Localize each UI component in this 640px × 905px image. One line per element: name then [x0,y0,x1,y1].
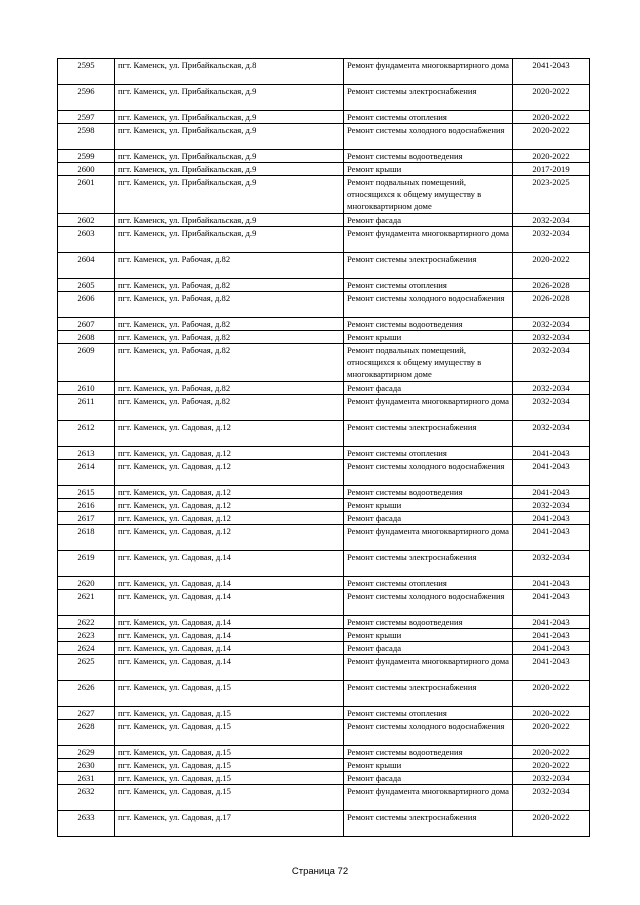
address-cell: пгт. Каменск, ул. Садовая, д.15 [115,707,344,720]
row-number-cell: 2632 [58,785,115,811]
period-cell: 2020-2022 [513,111,590,124]
address-cell: пгт. Каменск, ул. Прибайкальская, д.9 [115,85,344,111]
address-cell: пгт. Каменск, ул. Садовая, д.15 [115,759,344,772]
work-type-cell: Ремонт системы водоотведения [344,486,513,499]
row-number-cell: 2624 [58,642,115,655]
table-row [58,746,590,759]
work-type-cell: Ремонт фундамента многоквартирного дома [344,59,513,85]
address-cell: пгт. Каменск, ул. Рабочая, д.82 [115,318,344,331]
table-row [58,707,590,720]
period-cell: 2041-2043 [513,59,590,85]
table-row [58,292,590,318]
period-cell: 2032-2034 [513,331,590,344]
period-cell: 2020-2022 [513,124,590,150]
work-type-cell: Ремонт системы водоотведения [344,150,513,163]
table-row [58,279,590,292]
table-row [58,111,590,124]
table-row [58,447,590,460]
row-number-cell: 2619 [58,551,115,577]
table-row [58,344,590,382]
work-type-cell: Ремонт системы холодного водоснабжения [344,590,513,616]
address-cell: пгт. Каменск, ул. Садовая, д.12 [115,499,344,512]
address-cell: пгт. Каменск, ул. Рабочая, д.82 [115,382,344,395]
address-cell: пгт. Каменск, ул. Садовая, д.17 [115,811,344,837]
row-number-cell: 2615 [58,486,115,499]
period-cell: 2032-2034 [513,421,590,447]
table-row [58,551,590,577]
work-type-cell: Ремонт системы электроснабжения [344,85,513,111]
period-cell: 2032-2034 [513,214,590,227]
address-cell: пгт. Каменск, ул. Садовая, д.15 [115,681,344,707]
row-number-cell: 2601 [58,176,115,214]
period-cell: 2020-2022 [513,253,590,279]
work-type-cell: Ремонт системы отопления [344,279,513,292]
work-type-cell: Ремонт системы холодного водоснабжения [344,460,513,486]
period-cell: 2041-2043 [513,486,590,499]
row-number-cell: 2598 [58,124,115,150]
table-row [58,785,590,811]
table-row [58,720,590,746]
period-cell: 2032-2034 [513,344,590,382]
work-type-cell: Ремонт системы холодного водоснабжения [344,124,513,150]
row-number-cell: 2623 [58,629,115,642]
period-cell: 2023-2025 [513,176,590,214]
table-row [58,214,590,227]
address-cell: пгт. Каменск, ул. Садовая, д.12 [115,447,344,460]
row-number-cell: 2595 [58,59,115,85]
period-cell: 2026-2028 [513,279,590,292]
address-cell: пгт. Каменск, ул. Прибайкальская, д.9 [115,111,344,124]
table-row [58,499,590,512]
period-cell: 2032-2034 [513,551,590,577]
address-cell: пгт. Каменск, ул. Садовая, д.12 [115,512,344,525]
work-type-cell: Ремонт системы электроснабжения [344,811,513,837]
work-type-cell: Ремонт крыши [344,759,513,772]
address-cell: пгт. Каменск, ул. Прибайкальская, д.9 [115,214,344,227]
row-number-cell: 2600 [58,163,115,176]
row-number-cell: 2617 [58,512,115,525]
period-cell: 2032-2034 [513,785,590,811]
period-cell: 2020-2022 [513,681,590,707]
table-row [58,590,590,616]
work-type-cell: Ремонт фасада [344,772,513,785]
table-body [58,59,590,837]
work-type-cell: Ремонт системы холодного водоснабжения [344,720,513,746]
table-row [58,577,590,590]
period-cell: 2041-2043 [513,629,590,642]
row-number-cell: 2627 [58,707,115,720]
repair-schedule-table [57,58,590,837]
address-cell: пгт. Каменск, ул. Рабочая, д.82 [115,344,344,382]
page-number: Страница 72 [291,866,349,877]
period-cell: 2020-2022 [513,746,590,759]
work-type-cell: Ремонт системы электроснабжения [344,253,513,279]
address-cell: пгт. Каменск, ул. Садовая, д.14 [115,551,344,577]
work-type-cell: Ремонт фасада [344,382,513,395]
row-number-cell: 2613 [58,447,115,460]
row-number-cell: 2604 [58,253,115,279]
work-type-cell: Ремонт крыши [344,331,513,344]
table-row [58,486,590,499]
address-cell: пгт. Каменск, ул. Прибайкальская, д.9 [115,150,344,163]
table-row [58,681,590,707]
work-type-cell: Ремонт системы отопления [344,111,513,124]
work-type-cell: Ремонт подвальных помещений, относящихся к общему имуществу в многоквартирном доме [344,344,513,382]
work-type-cell: Ремонт подвальных помещений, относящихся к общему имуществу в многоквартирном доме [344,176,513,214]
address-cell: пгт. Каменск, ул. Рабочая, д.82 [115,395,344,421]
table-row [58,124,590,150]
work-type-cell: Ремонт системы холодного водоснабжения [344,292,513,318]
address-cell: пгт. Каменск, ул. Прибайкальская, д.9 [115,227,344,253]
table-row [58,421,590,447]
address-cell: пгт. Каменск, ул. Садовая, д.15 [115,785,344,811]
period-cell: 2026-2028 [513,292,590,318]
table-row [58,163,590,176]
address-cell: пгт. Каменск, ул. Садовая, д.14 [115,629,344,642]
work-type-cell: Ремонт системы водоотведения [344,616,513,629]
table-row [58,59,590,85]
period-cell: 2041-2043 [513,460,590,486]
period-cell: 2032-2034 [513,772,590,785]
period-cell: 2020-2022 [513,759,590,772]
work-type-cell: Ремонт системы электроснабжения [344,681,513,707]
row-number-cell: 2609 [58,344,115,382]
work-type-cell: Ремонт системы отопления [344,447,513,460]
period-cell: 2032-2034 [513,227,590,253]
row-number-cell: 2630 [58,759,115,772]
address-cell: пгт. Каменск, ул. Садовая, д.15 [115,746,344,759]
table-row [58,616,590,629]
address-cell: пгт. Каменск, ул. Рабочая, д.82 [115,253,344,279]
table-row [58,331,590,344]
address-cell: пгт. Каменск, ул. Садовая, д.12 [115,525,344,551]
address-cell: пгт. Каменск, ул. Прибайкальская, д.9 [115,163,344,176]
table-row [58,176,590,214]
address-cell: пгт. Каменск, ул. Рабочая, д.82 [115,279,344,292]
work-type-cell: Ремонт системы отопления [344,707,513,720]
table-row [58,525,590,551]
row-number-cell: 2597 [58,111,115,124]
row-number-cell: 2620 [58,577,115,590]
period-cell: 2020-2022 [513,150,590,163]
work-type-cell: Ремонт фасада [344,214,513,227]
address-cell: пгт. Каменск, ул. Садовая, д.12 [115,421,344,447]
table-row [58,382,590,395]
address-cell: пгт. Каменск, ул. Садовая, д.15 [115,720,344,746]
work-type-cell: Ремонт системы электроснабжения [344,551,513,577]
work-type-cell: Ремонт фасада [344,512,513,525]
table-row [58,395,590,421]
table-row [58,227,590,253]
work-type-cell: Ремонт системы водоотведения [344,318,513,331]
work-type-cell: Ремонт фундамента многоквартирного дома [344,785,513,811]
work-type-cell: Ремонт фундамента многоквартирного дома [344,655,513,681]
table-row [58,642,590,655]
row-number-cell: 2618 [58,525,115,551]
work-type-cell: Ремонт крыши [344,499,513,512]
period-cell: 2032-2034 [513,382,590,395]
row-number-cell: 2625 [58,655,115,681]
work-type-cell: Ремонт фасада [344,642,513,655]
row-number-cell: 2608 [58,331,115,344]
work-type-cell: Ремонт фундамента многоквартирного дома [344,395,513,421]
period-cell: 2041-2043 [513,616,590,629]
address-cell: пгт. Каменск, ул. Прибайкальская, д.9 [115,176,344,214]
address-cell: пгт. Каменск, ул. Прибайкальская, д.8 [115,59,344,85]
address-cell: пгт. Каменск, ул. Садовая, д.14 [115,642,344,655]
work-type-cell: Ремонт фундамента многоквартирного дома [344,525,513,551]
row-number-cell: 2602 [58,214,115,227]
period-cell: 2041-2043 [513,577,590,590]
row-number-cell: 2606 [58,292,115,318]
work-type-cell: Ремонт крыши [344,629,513,642]
period-cell: 2020-2022 [513,811,590,837]
address-cell: пгт. Каменск, ул. Рабочая, д.82 [115,292,344,318]
address-cell: пгт. Каменск, ул. Садовая, д.14 [115,655,344,681]
table-row [58,512,590,525]
table-row [58,655,590,681]
table-row [58,460,590,486]
work-type-cell: Ремонт фундамента многоквартирного дома [344,227,513,253]
row-number-cell: 2611 [58,395,115,421]
row-number-cell: 2633 [58,811,115,837]
period-cell: 2041-2043 [513,525,590,551]
period-cell: 2032-2034 [513,499,590,512]
period-cell: 2041-2043 [513,655,590,681]
row-number-cell: 2607 [58,318,115,331]
row-number-cell: 2621 [58,590,115,616]
row-number-cell: 2612 [58,421,115,447]
table-row [58,318,590,331]
address-cell: пгт. Каменск, ул. Садовая, д.12 [115,460,344,486]
address-cell: пгт. Каменск, ул. Садовая, д.14 [115,616,344,629]
period-cell: 2020-2022 [513,720,590,746]
period-cell: 2041-2043 [513,642,590,655]
table-row [58,253,590,279]
table-row [58,629,590,642]
period-cell: 2020-2022 [513,85,590,111]
row-number-cell: 2631 [58,772,115,785]
work-type-cell: Ремонт системы водоотведения [344,746,513,759]
row-number-cell: 2605 [58,279,115,292]
table-row [58,759,590,772]
table-row [58,85,590,111]
row-number-cell: 2614 [58,460,115,486]
work-type-cell: Ремонт крыши [344,163,513,176]
period-cell: 2020-2022 [513,707,590,720]
address-cell: пгт. Каменск, ул. Садовая, д.14 [115,577,344,590]
work-type-cell: Ремонт системы электроснабжения [344,421,513,447]
row-number-cell: 2610 [58,382,115,395]
row-number-cell: 2599 [58,150,115,163]
table-row [58,150,590,163]
table-row [58,772,590,785]
period-cell: 2032-2034 [513,318,590,331]
period-cell: 2041-2043 [513,512,590,525]
row-number-cell: 2616 [58,499,115,512]
address-cell: пгт. Каменск, ул. Садовая, д.14 [115,590,344,616]
row-number-cell: 2622 [58,616,115,629]
address-cell: пгт. Каменск, ул. Садовая, д.12 [115,486,344,499]
row-number-cell: 2626 [58,681,115,707]
period-cell: 2041-2043 [513,447,590,460]
address-cell: пгт. Каменск, ул. Садовая, д.15 [115,772,344,785]
table-row [58,811,590,837]
period-cell: 2017-2019 [513,163,590,176]
row-number-cell: 2629 [58,746,115,759]
address-cell: пгт. Каменск, ул. Рабочая, д.82 [115,331,344,344]
row-number-cell: 2596 [58,85,115,111]
period-cell: 2032-2034 [513,395,590,421]
address-cell: пгт. Каменск, ул. Прибайкальская, д.9 [115,124,344,150]
period-cell: 2041-2043 [513,590,590,616]
row-number-cell: 2603 [58,227,115,253]
work-type-cell: Ремонт системы отопления [344,577,513,590]
row-number-cell: 2628 [58,720,115,746]
